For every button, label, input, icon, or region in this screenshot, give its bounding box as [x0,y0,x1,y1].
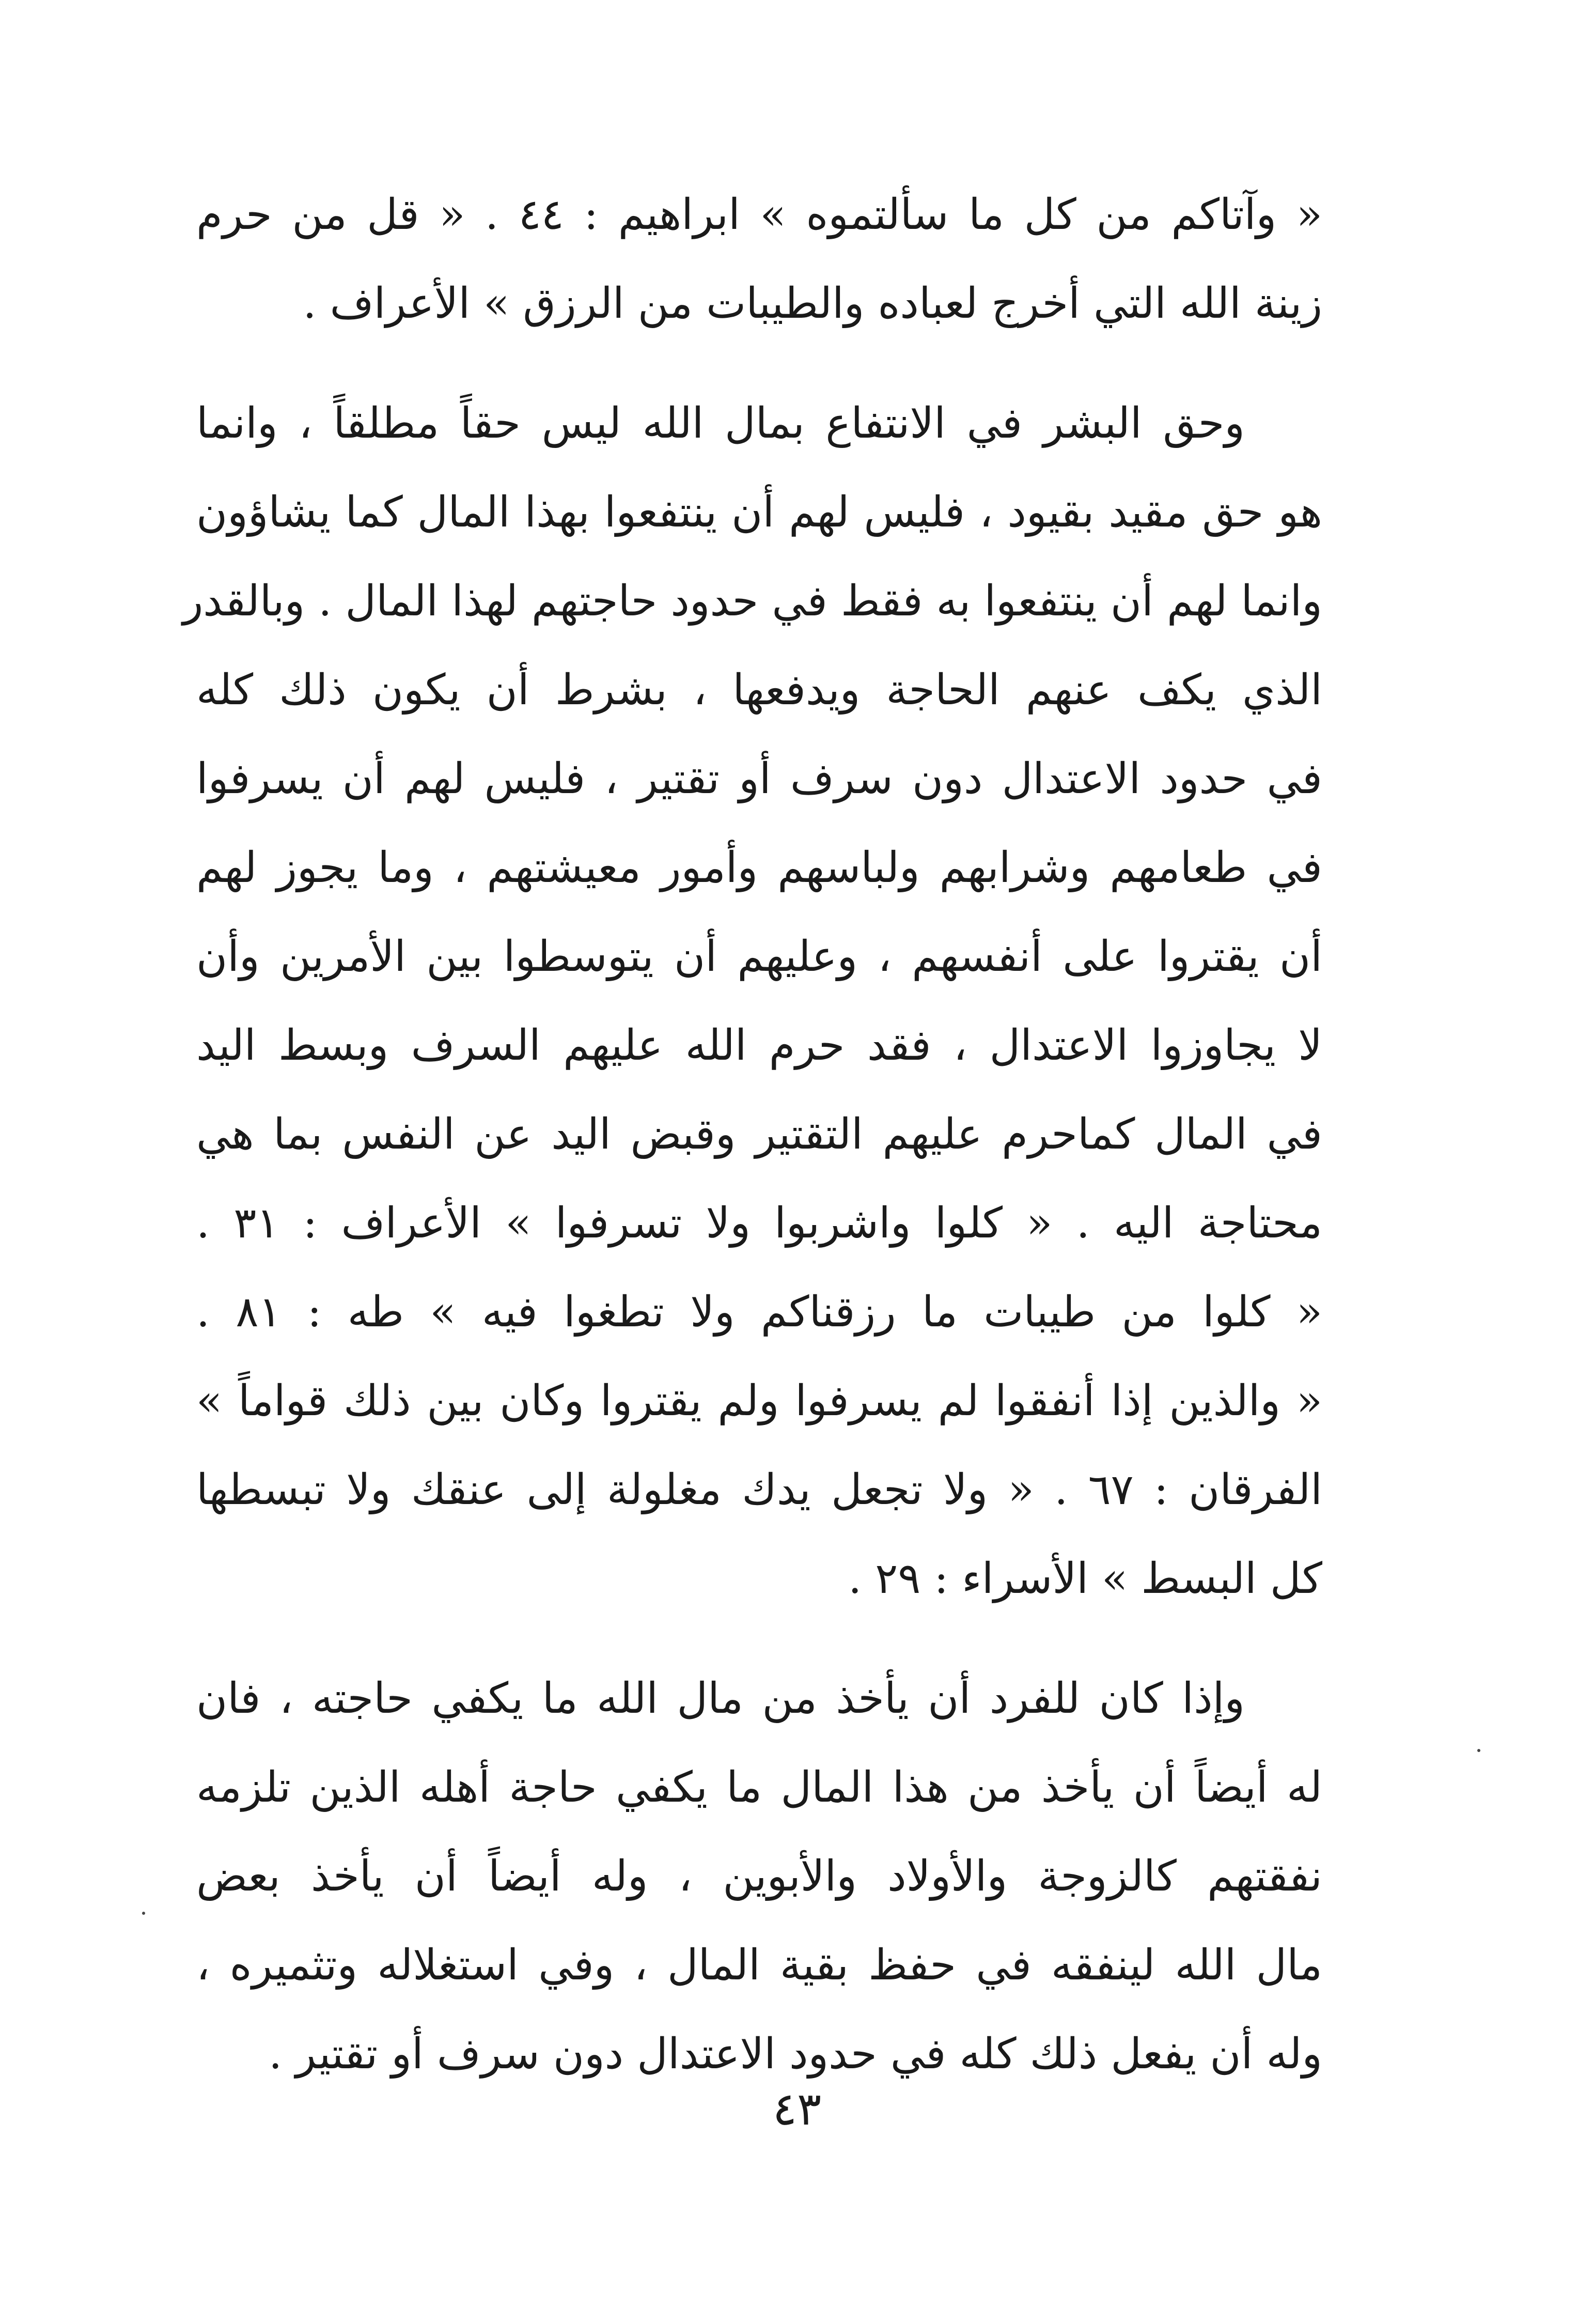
text-line: لا يجاوزوا الاعتدال ، فقد حرم الله عليهم السرف وبسط اليد [196,1021,1322,1070]
text-line: وحق البشر في الانتفاع بمال الله ليس حقاً مطلقاً ، وانما [196,399,1245,448]
text-line: وانما لهم أن ينتفعوا به فقط في حدود حاجتهم لهذا المال . وبالقدر [182,577,1322,626]
text-line: في طعامهم وشرابهم ولباسهم وأمور معيشتهم ، وما يجوز لهم [196,843,1322,892]
text-line: وإذا كان للفرد أن يأخذ من مال الله ما يكفي حاجته ، فان [196,1674,1245,1723]
text-line: الفرقان : ٦٧ . « ولا تجعل يدك مغلولة إلى عنقك ولا تبسطها [196,1465,1322,1514]
text-line: كل البسط » الأسراء : ٢٩ . [848,1554,1322,1603]
text-line: « وآتاكم من كل ما سألتموه » ابراهيم : ٤٤ . « قل من حرم [196,190,1322,239]
text-line: هو حق مقيد بقيود ، فليس لهم أن ينتفعوا بهذا المال كما يشاؤون [196,488,1322,537]
text-line: وله أن يفعل ذلك كله في حدود الاعتدال دون سرف أو تقتير . [269,2029,1322,2079]
page-number: ٤٣ [772,2082,822,2135]
text-line: نفقتهم كالزوجة والأولاد والأبوين ، وله أيضاً أن يأخذ بعض [196,1852,1322,1901]
paragraph-3 [196,1654,1322,2099]
text-line: « كلوا من طيبات ما رزقناكم ولا تطغوا فيه » طه : ٨١ . [196,1288,1322,1337]
scan-speck [1477,1749,1480,1752]
text-line: « والذين إذا أنفقوا لم يسرفوا ولم يقتروا وكان بين ذلك قواماً » [196,1376,1322,1426]
text-line: في المال كماحرم عليهم التقتير وقبض اليد عن النفس بما هي [196,1110,1322,1159]
text-line: زينة الله التي أخرج لعباده والطيبات من الرزق » الأعراف . [303,279,1322,328]
page-body [182,171,1322,2099]
text-line: مال الله لينفقه في حفظ بقية المال ، وفي استغلاله وتثميره ، [196,1941,1322,1990]
text-line: الذي يكف عنهم الحاجة ويدفعها ، بشرط أن يكون ذلك كله [196,665,1322,715]
text-line: أن يقتروا على أنفسهم ، وعليهم أن يتوسطوا بين الأمرين وأن [196,932,1322,981]
text-line: في حدود الاعتدال دون سرف أو تقتير ، فليس لهم أن يسرفوا [196,754,1322,803]
paragraph-2 [182,379,1322,1623]
paragraph-1 [196,171,1322,348]
text-line: محتاجة اليه . « كلوا واشربوا ولا تسرفوا » الأعراف : ٣١ . [196,1199,1322,1248]
text-line: له أيضاً أن يأخذ من هذا المال ما يكفي حاجة أهله الذين تلزمه [196,1763,1322,1812]
scan-speck [142,1912,145,1915]
